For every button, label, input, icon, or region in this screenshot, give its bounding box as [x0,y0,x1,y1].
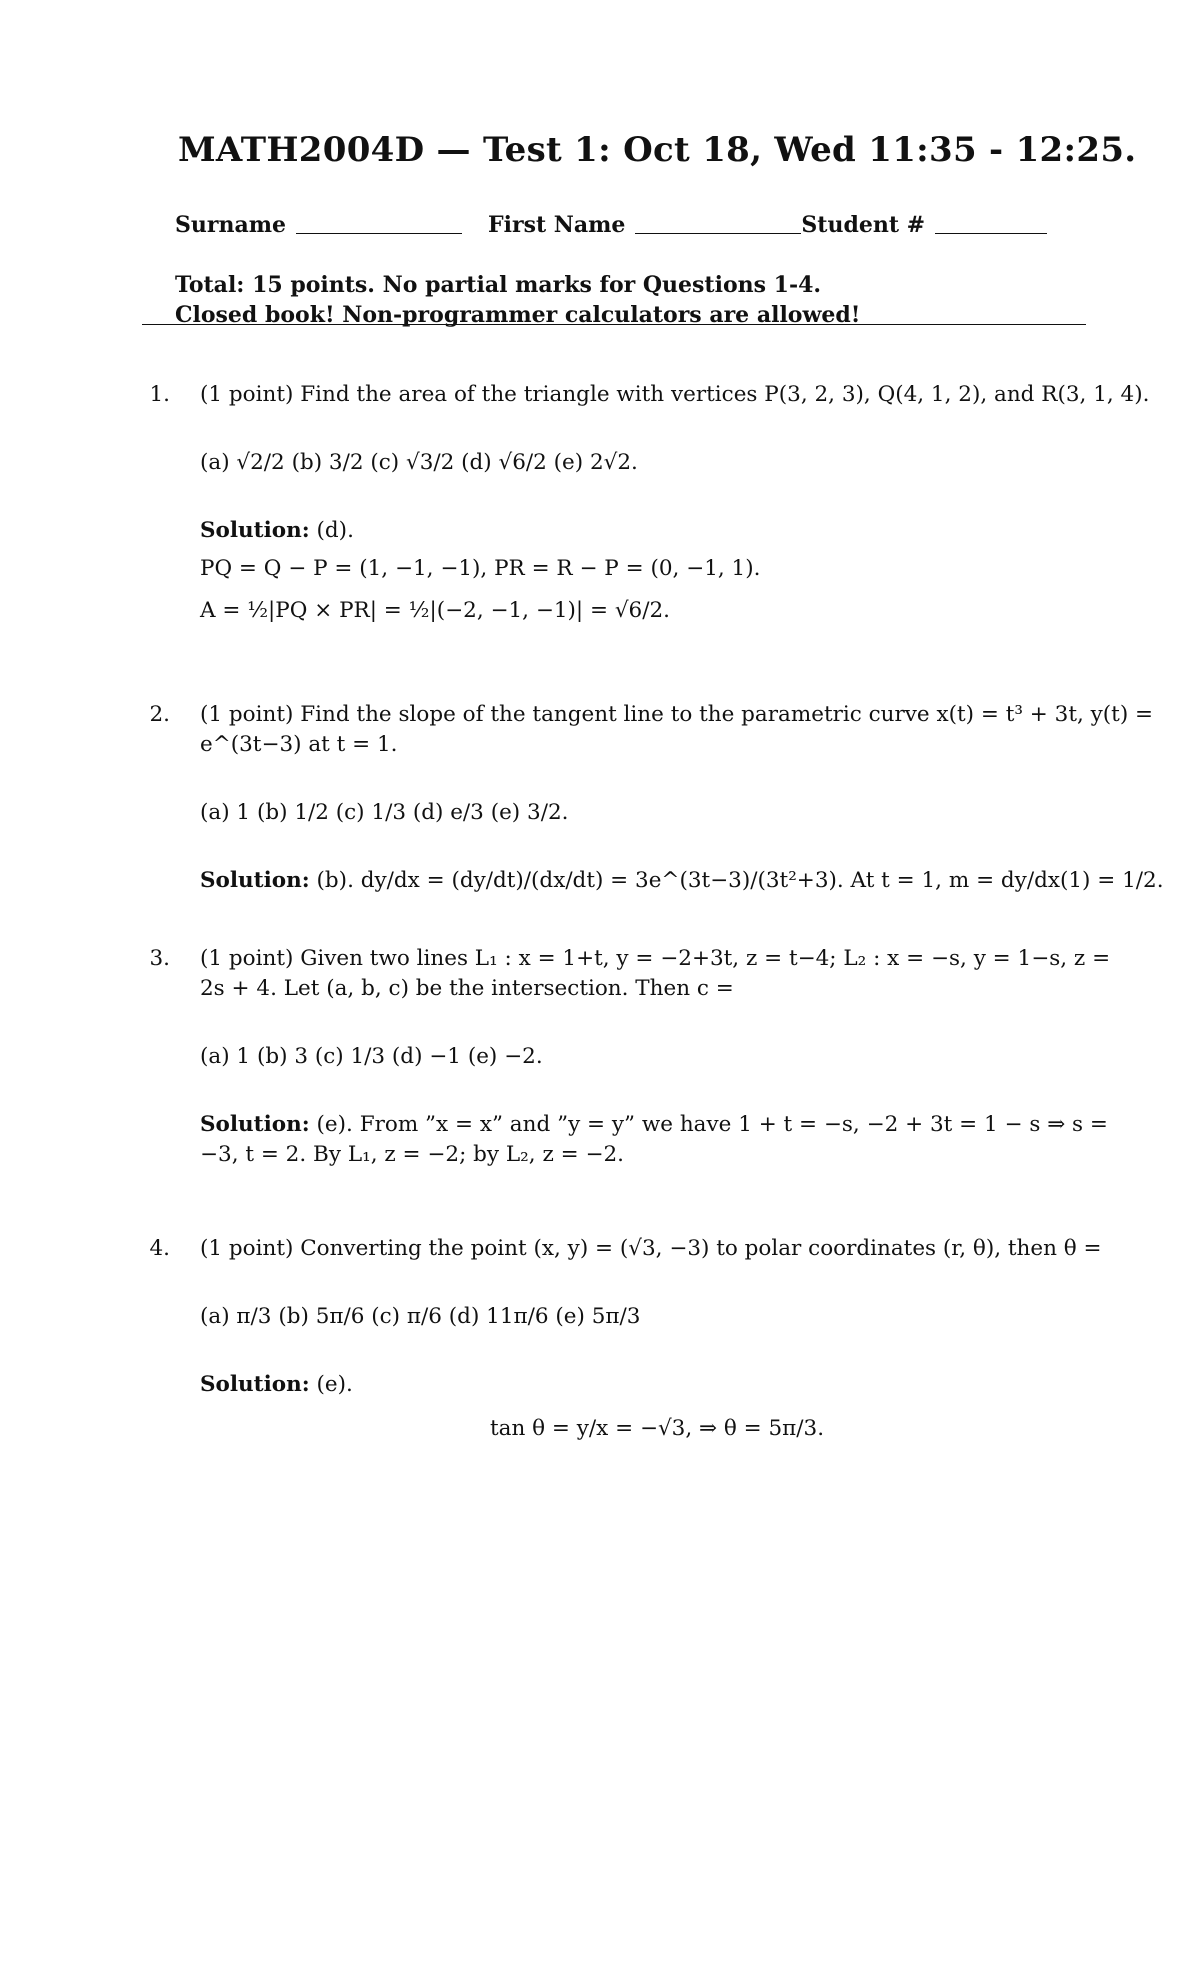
question-number: 2. [149,702,170,727]
question-number: 1. [149,382,170,407]
solution-line-2: −3, t = 2. By L₁, z = −2; by L₂, z = −2. [200,1142,625,1167]
firstname-label: First Name [488,212,626,238]
solution-work-1: PQ = Q − P = (1, −1, −1), PR = R − P = (0, −1, 1). [200,556,761,581]
student-number-label: Student # [801,212,926,238]
question-prompt-line-2: 2s + 4. Let (a, b, c) be the intersection. Then c = [200,976,734,1001]
solution-answer: (e). [316,1372,353,1397]
solution-answer: (d). [316,518,354,543]
question-number: 3. [149,946,170,971]
solution-text: (e). From ”x = x” and ”y = y” we have 1 + t = −s, −2 + 3t = 1 − s ⇒ s = [316,1112,1108,1137]
question-number: 4. [149,1236,170,1261]
question-prompt-line-1: (1 point) Find the slope of the tangent line to the parametric curve x(t) = t³ + 3t, y(t) = [200,702,1154,727]
question-body [200,944,1110,1170]
solution-work-2: A = ½|PQ × PR| = ½|(−2, −1, −1)| = √6/2. [200,598,670,623]
solution-line-1 [200,1110,1110,1140]
exam-instructions [175,270,860,330]
solution [200,866,1164,896]
firstname-blank [635,213,801,234]
surname-blank [296,213,462,234]
name-fields [175,212,1057,238]
surname-label: Surname [175,212,286,238]
student-number-blank [935,213,1047,234]
question-prompt-line-2: e^(3t−3) at t = 1. [200,732,398,757]
question-body [200,700,1164,896]
answer-choices: (a) √2/2 (b) 3/2 (c) √3/2 (d) √6/2 (e) 2√2. [200,450,638,475]
question-body [200,380,1149,626]
instructions-line-2: Closed book! Non-programmer calculators are allowed! [175,302,861,328]
solution [200,1370,1102,1400]
answer-choices: (a) 1 (b) 1/2 (c) 1/3 (d) e/3 (e) 3/2. [200,800,569,825]
solution-label: Solution: [200,518,310,543]
question-prompt: (1 point) Converting the point (x, y) = (√3, −3) to polar coordinates (r, θ), then θ = [200,1236,1102,1261]
answer-choices: (a) π/3 (b) 5π/6 (c) π/6 (d) 11π/6 (e) 5π/3 [200,1304,641,1329]
solution-label: Solution: [200,1112,310,1137]
question-prompt-line-1: (1 point) Given two lines L₁ : x = 1+t, y = −2+3t, z = t−4; L₂ : x = −s, y = 1−s, z = [200,946,1111,971]
header-divider [142,324,1086,325]
solution [200,516,1149,546]
solution-label: Solution: [200,868,310,893]
answer-choices: (a) 1 (b) 3 (c) 1/3 (d) −1 (e) −2. [200,1044,543,1069]
solution-label: Solution: [200,1372,310,1397]
exam-title: MATH2004D — Test 1: Oct 18, Wed 11:35 - 12:25. [178,130,1137,170]
instructions-line-1: Total: 15 points. No partial marks for Questions 1-4. [175,272,822,298]
solution-answer: (b). dy/dx = (dy/dt)/(dx/dt) = 3e^(3t−3)/(3t²+3). At t = 1, m = dy/dx(1) = 1/2. [316,868,1164,893]
question-body [200,1234,1102,1444]
solution-display-equation: tan θ = y/x = −√3, ⇒ θ = 5π/3. [490,1416,825,1441]
question-prompt: (1 point) Find the area of the triangle with vertices P(3, 2, 3), Q(4, 1, 2), and R(3, 1, 4). [200,382,1150,407]
